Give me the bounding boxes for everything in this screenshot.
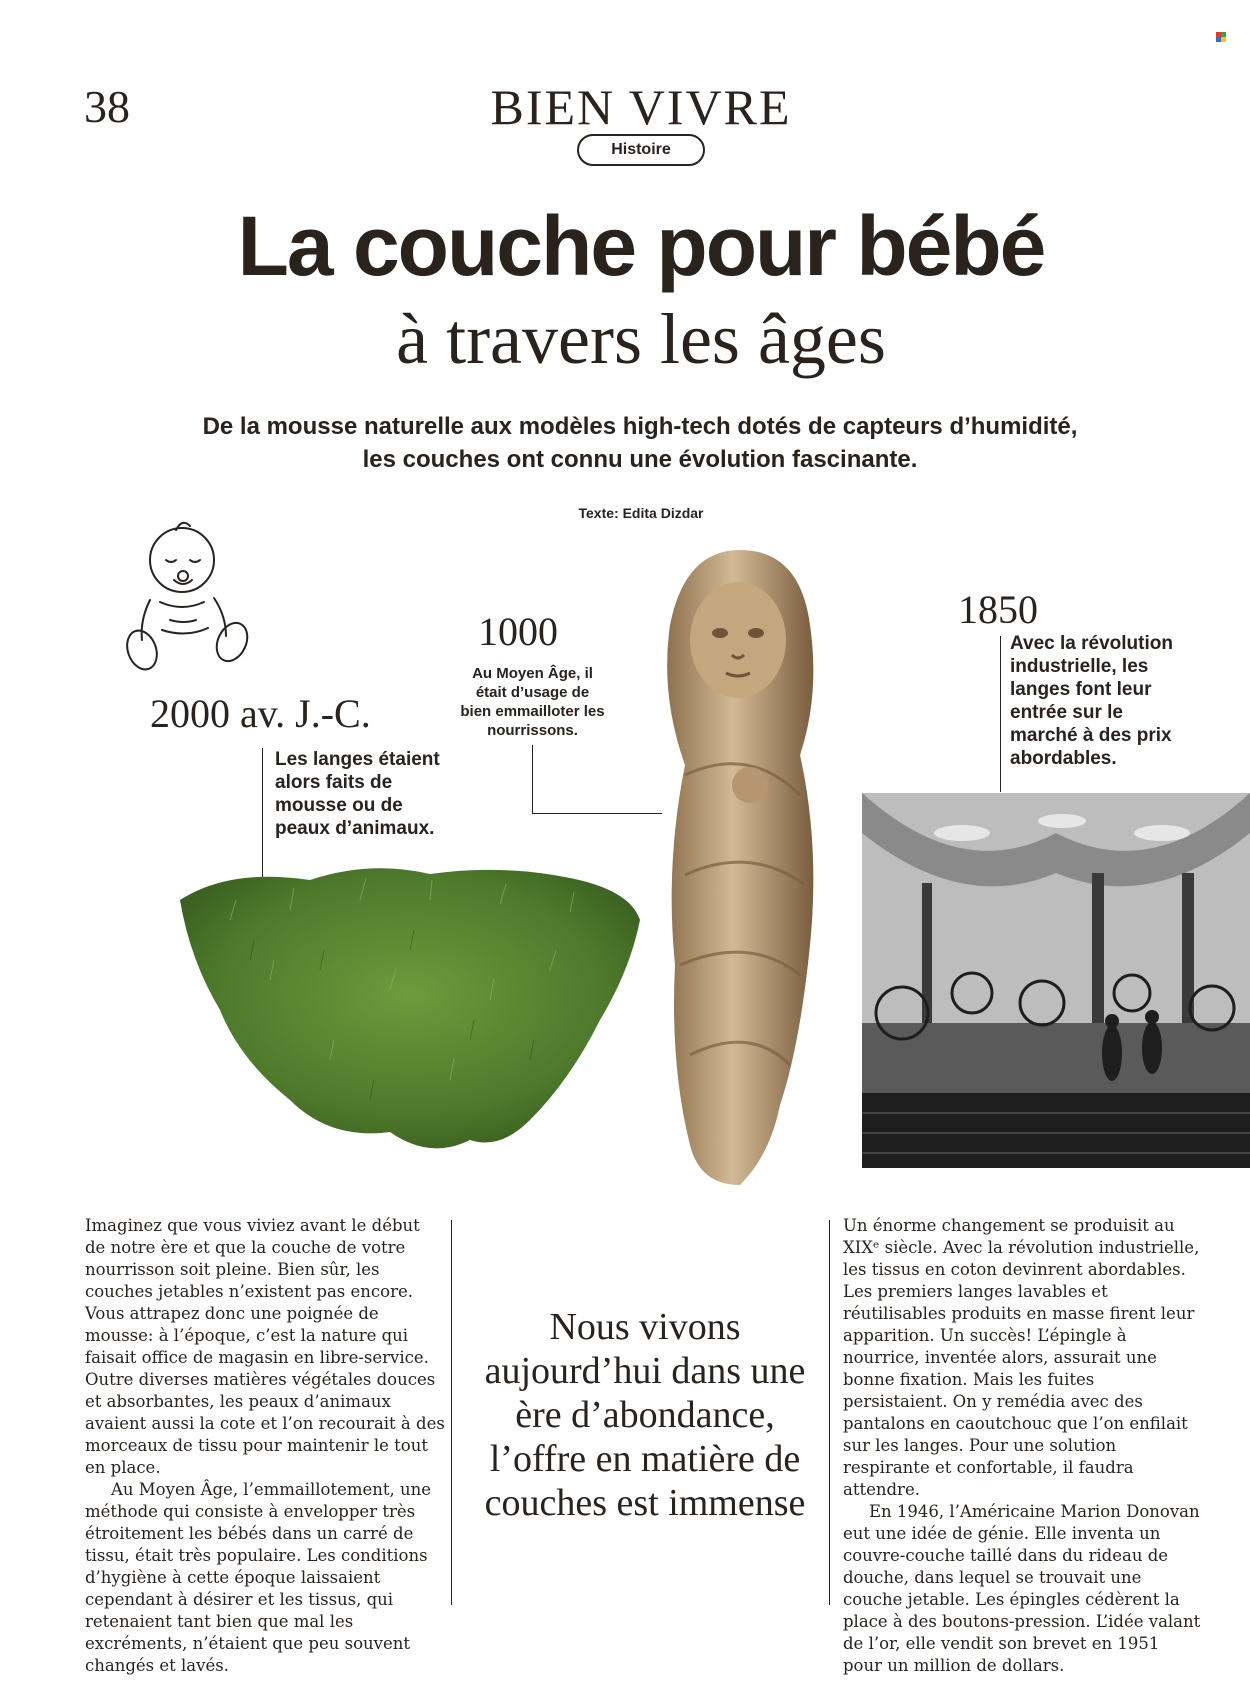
article-subtitle: à travers les âges bbox=[396, 299, 886, 379]
article-lead: De la mousse naturelle aux modèles high-tech dotés de capteurs d’humidité, les couches ont connu une évolution fascinante. bbox=[202, 413, 1078, 473]
column-rule-left bbox=[451, 1220, 452, 1605]
terracotta-figure-image bbox=[650, 545, 830, 1190]
article-title: La couche pour bébé bbox=[237, 199, 1045, 293]
body-column-right bbox=[843, 1215, 1203, 1677]
timeline-connector-1000-h bbox=[532, 813, 662, 814]
color-registration-mark bbox=[1216, 32, 1226, 42]
timeline-year-1000: 1000 bbox=[478, 609, 558, 654]
timeline-year-1850: 1850 bbox=[958, 587, 1038, 632]
timeline-connector-1000-v bbox=[532, 745, 533, 813]
pull-quote: Nous vivons aujourd’hui dans une ère d’abondance, l’offre en matière de couches est immense bbox=[484, 1306, 806, 1524]
timeline-connector-1850 bbox=[1000, 636, 1001, 792]
body-column-left bbox=[85, 1215, 445, 1677]
category-badge: Histoire bbox=[577, 134, 705, 166]
body-paragraph: En 1946, l’Américaine Marion Donovan eut une idée de génie. Elle inventa un couvre-couche taillé dans du rideau de douche, dans lequel se trouvait une couche jetable. Les épingles cédèrent la place à des boutons-pression. L’idée valant de l’or, elle vendit son brevet en 1951 pour un million de dollars. bbox=[843, 1502, 1201, 1675]
timeline-year-2000bc: 2000 av. J.-C. bbox=[150, 691, 371, 736]
page-number: 38 bbox=[84, 81, 130, 132]
section-title: BIEN VIVRE bbox=[490, 79, 792, 135]
body-paragraph: Au Moyen Âge, l’emmaillotement, une méthode qui consiste à envelopper très étroitement les bébés dans un carré de tissu, était très populaire. Les conditions d’hygiène à cette époque laissaient cependant à désirer et les tissus, qui retenaient tant bien que mal les excréments, n’étaient que peu souvent changés et lavés. bbox=[85, 1480, 432, 1675]
timeline-caption-1850: Avec la révolution industrielle, les langes font leur entrée sur le marché à des prix abordables. bbox=[1010, 633, 1173, 769]
timeline-caption-1000: Au Moyen Âge, il était d’usage de bien emmailloter les nourrissons. bbox=[460, 665, 605, 739]
textile-factory-engraving bbox=[862, 793, 1250, 1168]
body-paragraph: Un énorme changement se produisit au XIXᵉ siècle. Avec la révolution industrielle, les tissus en coton devinrent abordables. Les premiers langes lavables et réutilisables produits en masse firent leur apparition. Un succès! L’épingle à nourrice, inventée alors, assurait une bonne fixation. Mais les fuites persistaient. On y remédia avec des pantalons en caoutchouc que l’on enfilait sur les langes. Pour une solution respirante et confortable, il faudra attendre. bbox=[843, 1216, 1200, 1499]
body-paragraph: Imaginez que vous viviez avant le début de notre ère et que la couche de votre nourrisson soit pleine. Bien sûr, les couches jetables n’existent pas encore. Vous attrapez donc une poignée de mousse: à l’époque, c’est la nature qui faisait office de magasin en libre-service. Outre diverses matières végétales douces et absorbantes, les peaux d’animaux avaient aussi la cote et l’on recourait à des morceaux de tissu pour maintenir le tout en place. bbox=[85, 1216, 445, 1477]
baby-icon bbox=[120, 510, 260, 675]
moss-image bbox=[170, 860, 650, 1160]
column-rule-right bbox=[829, 1220, 830, 1605]
byline: Texte: Edita Dizdar bbox=[578, 505, 704, 521]
timeline-caption-2000bc: Les langes étaient alors faits de mousse ou de peaux d’animaux. bbox=[275, 749, 440, 839]
